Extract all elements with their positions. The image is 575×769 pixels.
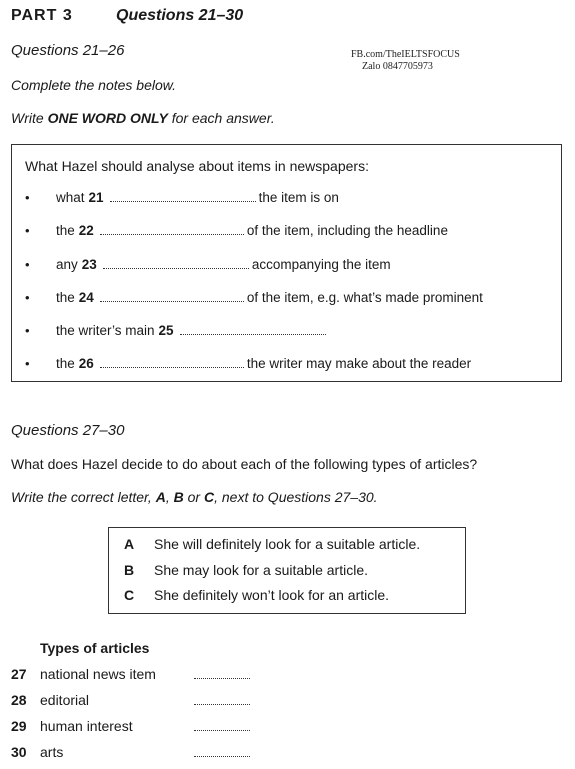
answer-blank-25[interactable] — [180, 324, 326, 335]
instruction-letter-c: C — [203, 489, 215, 505]
question-number: 28 — [11, 692, 27, 708]
answer-blank-30[interactable] — [194, 744, 250, 757]
question-30 — [11, 744, 250, 760]
bullet-icon: • — [25, 323, 30, 338]
instruction-letter-b: B — [173, 489, 184, 505]
note-text: what — [56, 190, 85, 205]
section1-instruction-1: Complete the notes below. — [11, 77, 176, 93]
question-number: 24 — [78, 290, 94, 305]
note-item-26 — [25, 356, 471, 374]
instruction-text: for each answer. — [167, 110, 275, 126]
watermark-facebook: FB.com/TheIELTSFOCUS — [351, 49, 460, 60]
bullet-icon: • — [25, 257, 30, 272]
instruction-emphasis: ONE WORD ONLY — [47, 110, 168, 126]
question-label: national news item — [40, 666, 156, 682]
option-text: She may look for a suitable article. — [154, 562, 368, 578]
bullet-icon: • — [25, 190, 30, 205]
option-text: She will definitely look for a suitable article. — [154, 536, 421, 552]
note-item-22 — [25, 223, 448, 241]
types-heading: Types of articles — [40, 640, 150, 656]
section2-heading: Questions 27–30 — [11, 422, 125, 439]
note-text: the — [56, 223, 75, 238]
answer-blank-24[interactable] — [100, 291, 244, 302]
instruction-text: Write the correct letter, — [11, 489, 156, 505]
question-label: editorial — [40, 692, 90, 708]
option-a — [124, 536, 420, 552]
section1-heading: Questions 21–26 — [11, 42, 125, 59]
note-text: the item is on — [258, 190, 339, 205]
instruction-text: , next to Questions 27–30. — [214, 489, 378, 505]
question-label: human interest — [40, 718, 133, 734]
question-number: 26 — [78, 356, 94, 371]
question-number: 22 — [78, 223, 94, 238]
part-title: Questions 21–30 — [116, 7, 244, 24]
answer-blank-21[interactable] — [110, 191, 256, 202]
note-text: any — [56, 257, 78, 272]
note-item-23 — [25, 257, 391, 275]
note-item-25 — [25, 323, 329, 341]
watermark-zalo: Zalo 0847705973 — [362, 61, 433, 72]
section2-question: What does Hazel decide to do about each of the following types of articles? — [11, 456, 478, 472]
answer-blank-26[interactable] — [100, 357, 244, 368]
instruction-text: or — [183, 489, 204, 505]
question-27 — [11, 666, 250, 682]
question-number: 29 — [11, 718, 27, 734]
note-item-21 — [25, 190, 339, 208]
option-b — [124, 562, 368, 578]
answer-blank-27[interactable] — [194, 666, 250, 679]
answer-blank-29[interactable] — [194, 718, 250, 731]
answer-blank-28[interactable] — [194, 692, 250, 705]
option-letter: B — [124, 562, 135, 578]
part-label: PART 3 — [11, 7, 73, 24]
instruction-text: Write — [11, 110, 48, 126]
bullet-icon: • — [25, 356, 30, 371]
note-text: the writer’s main — [56, 323, 155, 338]
question-label: arts — [40, 744, 64, 760]
section1-instruction-2 — [11, 110, 275, 126]
option-letter: C — [124, 587, 135, 603]
section2-instruction — [11, 489, 378, 505]
note-text: the — [56, 356, 75, 371]
note-text: of the item, including the headline — [246, 223, 448, 238]
question-number: 23 — [81, 257, 97, 272]
answer-blank-22[interactable] — [100, 224, 244, 235]
option-text: She definitely won’t look for an article. — [154, 587, 390, 603]
bullet-icon: • — [25, 290, 30, 305]
question-28 — [11, 692, 250, 708]
instruction-letter-a: A — [155, 489, 166, 505]
option-letter: A — [124, 536, 135, 552]
question-number: 30 — [11, 744, 27, 760]
question-number: 25 — [158, 323, 174, 338]
notes-heading: What Hazel should analyse about items in newspapers: — [25, 158, 369, 174]
note-text: accompanying the item — [251, 257, 391, 272]
note-item-24 — [25, 290, 483, 308]
question-number: 21 — [88, 190, 104, 205]
question-29 — [11, 718, 250, 734]
note-text: of the item, e.g. what’s made prominent — [246, 290, 483, 305]
option-c — [124, 587, 389, 603]
question-number: 27 — [11, 666, 27, 682]
note-text: the writer may make about the reader — [246, 356, 472, 371]
instruction-text: , — [165, 489, 174, 505]
answer-blank-23[interactable] — [103, 258, 249, 269]
note-text: the — [56, 290, 75, 305]
bullet-icon: • — [25, 223, 30, 238]
